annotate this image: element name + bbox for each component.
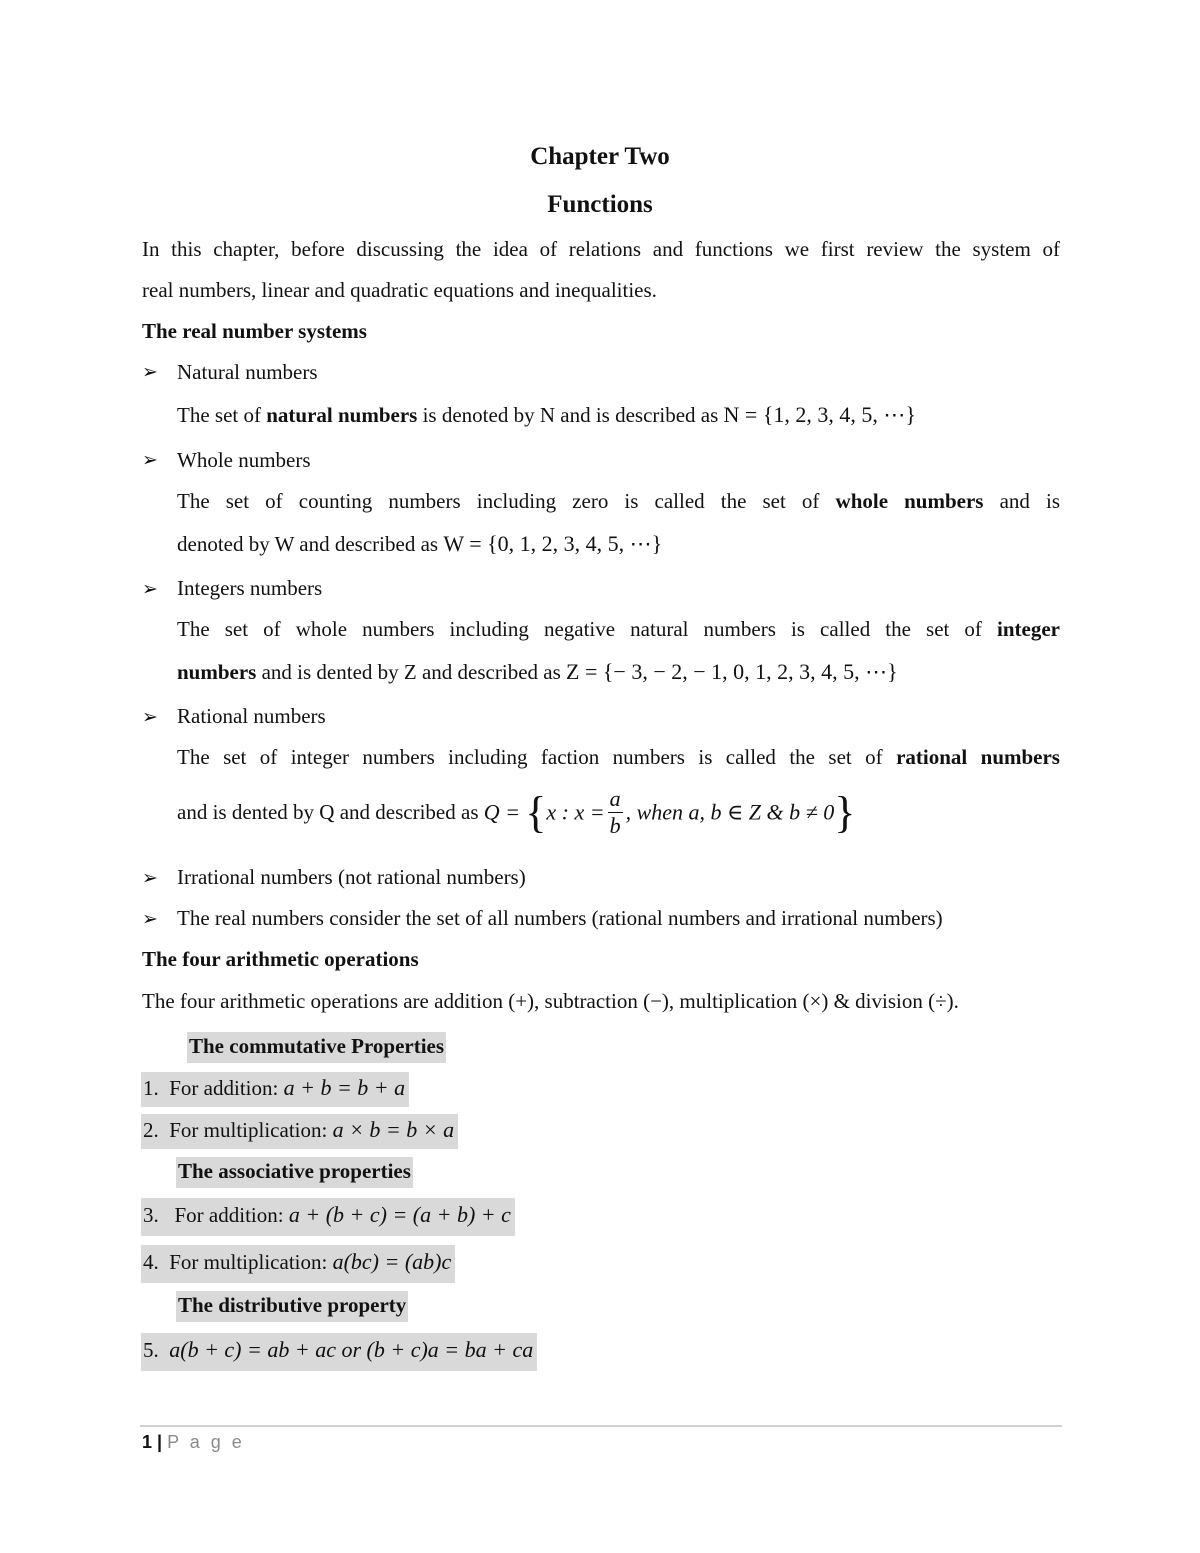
- rational-formula-x: x : x =: [546, 799, 605, 825]
- rational-fraction-denominator: b: [609, 813, 621, 838]
- whole-line1-post: and is: [999, 489, 1061, 513]
- item-3-formula: a + (b + c) = (a + b) + c: [288, 1202, 511, 1227]
- whole-line1-pre: The set of counting numbers including zero is called the set of: [177, 489, 820, 513]
- item-4-formula: a(bc) = (ab)c: [332, 1249, 452, 1274]
- arrowhead-bullet-icon: ➢: [142, 362, 158, 383]
- item-2-number: 2.: [143, 1118, 159, 1142]
- associative-title: The associative properties: [176, 1157, 413, 1188]
- whole-numbers-line-2: [177, 531, 662, 557]
- whole-numbers-label: Whole numbers: [177, 448, 311, 472]
- item-2-formula: a × b = b × a: [332, 1117, 455, 1142]
- rational-formula-open-brace: {: [525, 788, 547, 837]
- rational-line2-text: and is dented by Q and described as: [177, 800, 484, 824]
- arrowhead-bullet-icon: ➢: [142, 909, 158, 930]
- item-4-number: 4.: [143, 1250, 159, 1274]
- chapter-title: Chapter Two: [530, 143, 670, 170]
- natural-formula: N = {1, 2, 3, 4, 5, ⋯}: [723, 402, 916, 427]
- property-item-5: [141, 1333, 537, 1371]
- rational-formula-lhs: Q =: [483, 799, 520, 825]
- rational-label: Rational numbers: [177, 704, 326, 728]
- whole-line1-bold: whole numbers: [835, 489, 984, 513]
- commutative-title: The commutative Properties: [187, 1032, 446, 1063]
- arrowhead-bullet-icon: ➢: [142, 450, 158, 471]
- page-title: Functions: [547, 191, 653, 218]
- rational-line1-bold: rational numbers: [896, 745, 1060, 769]
- section-real-number-systems: The real number systems: [142, 319, 367, 343]
- property-item-1: [141, 1072, 409, 1107]
- integers-line-2: [177, 659, 898, 685]
- irrational-label: Irrational numbers (not rational numbers): [177, 865, 526, 889]
- integers-line2-post: and is dented by Z and described as: [256, 660, 567, 684]
- page-word: P a g e: [167, 1432, 245, 1452]
- whole-formula: W = {0, 1, 2, 3, 4, 5, ⋯}: [443, 531, 663, 556]
- rational-formula-rest: , when a, b ∈ Z & b ≠ 0: [625, 799, 835, 825]
- page-separator: |: [157, 1432, 163, 1452]
- natural-text-pre: The set of: [177, 403, 267, 427]
- integers-label: Integers numbers: [177, 576, 323, 600]
- integers-line1-bold: integer: [997, 617, 1061, 641]
- integers-line1-pre: The set of whole numbers including negative natural numbers is called the set of: [177, 617, 982, 641]
- rational-fraction-numerator: a: [609, 786, 621, 811]
- property-item-2: [141, 1114, 458, 1149]
- arrowhead-bullet-icon: ➢: [142, 579, 158, 600]
- item-3-number: 3.: [143, 1203, 159, 1227]
- item-1-formula: a + b = b + a: [283, 1075, 406, 1100]
- item-5-formula: a(b + c) = ab + ac or (b + c)a = ba + ca: [169, 1337, 534, 1362]
- whole-numbers-line-1: [177, 489, 1060, 514]
- page-number: 1: [142, 1432, 153, 1452]
- property-item-4: [141, 1245, 455, 1283]
- item-3-label: For addition:: [169, 1203, 289, 1227]
- natural-text-post: is denoted by N and is described as: [417, 403, 724, 427]
- rational-fraction: [608, 786, 623, 839]
- arrowhead-bullet-icon: ➢: [142, 868, 158, 889]
- natural-numbers-definition: [177, 402, 916, 428]
- item-2-label: For multiplication:: [169, 1118, 333, 1142]
- integers-line2-bold: numbers: [177, 660, 257, 684]
- whole-line2-text: denoted by W and described as: [177, 532, 444, 556]
- intro-line-2: real numbers, linear and quadratic equations and inequalities.: [142, 278, 657, 302]
- distributive-title: The distributive property: [176, 1291, 408, 1322]
- item-1-label: For addition:: [169, 1076, 284, 1100]
- natural-text-bold: natural numbers: [266, 403, 418, 427]
- section-arithmetic-operations: The four arithmetic operations: [142, 947, 419, 971]
- item-1-number: 1.: [143, 1076, 159, 1100]
- item-4-label: For multiplication:: [169, 1250, 333, 1274]
- rational-line-2: [177, 786, 855, 839]
- intro-line-1: In this chapter, before discussing the idea of relations and functions we first review the system of: [142, 237, 1060, 261]
- integers-line-1: [177, 617, 1060, 642]
- arrowhead-bullet-icon: ➢: [142, 707, 158, 728]
- operations-sentence: The four arithmetic operations are addition (+), subtraction (−), multiplication (×) & division (÷).: [142, 989, 959, 1013]
- rational-line-1: [177, 745, 1060, 770]
- rational-formula-close-brace: }: [834, 788, 856, 837]
- rational-line1-pre: The set of integer numbers including faction numbers is called the set of: [177, 745, 883, 769]
- item-5-number: 5.: [143, 1338, 159, 1362]
- natural-numbers-label: Natural numbers: [177, 360, 318, 384]
- integers-formula: Z = {− 3, − 2, − 1, 0, 1, 2, 3, 4, 5, ⋯}: [566, 659, 898, 684]
- page-footer: [142, 1432, 245, 1453]
- property-item-3: [141, 1198, 515, 1236]
- reals-label: The real numbers consider the set of all numbers (rational numbers and irrational numbers): [177, 906, 943, 930]
- footer-divider: [140, 1425, 1062, 1427]
